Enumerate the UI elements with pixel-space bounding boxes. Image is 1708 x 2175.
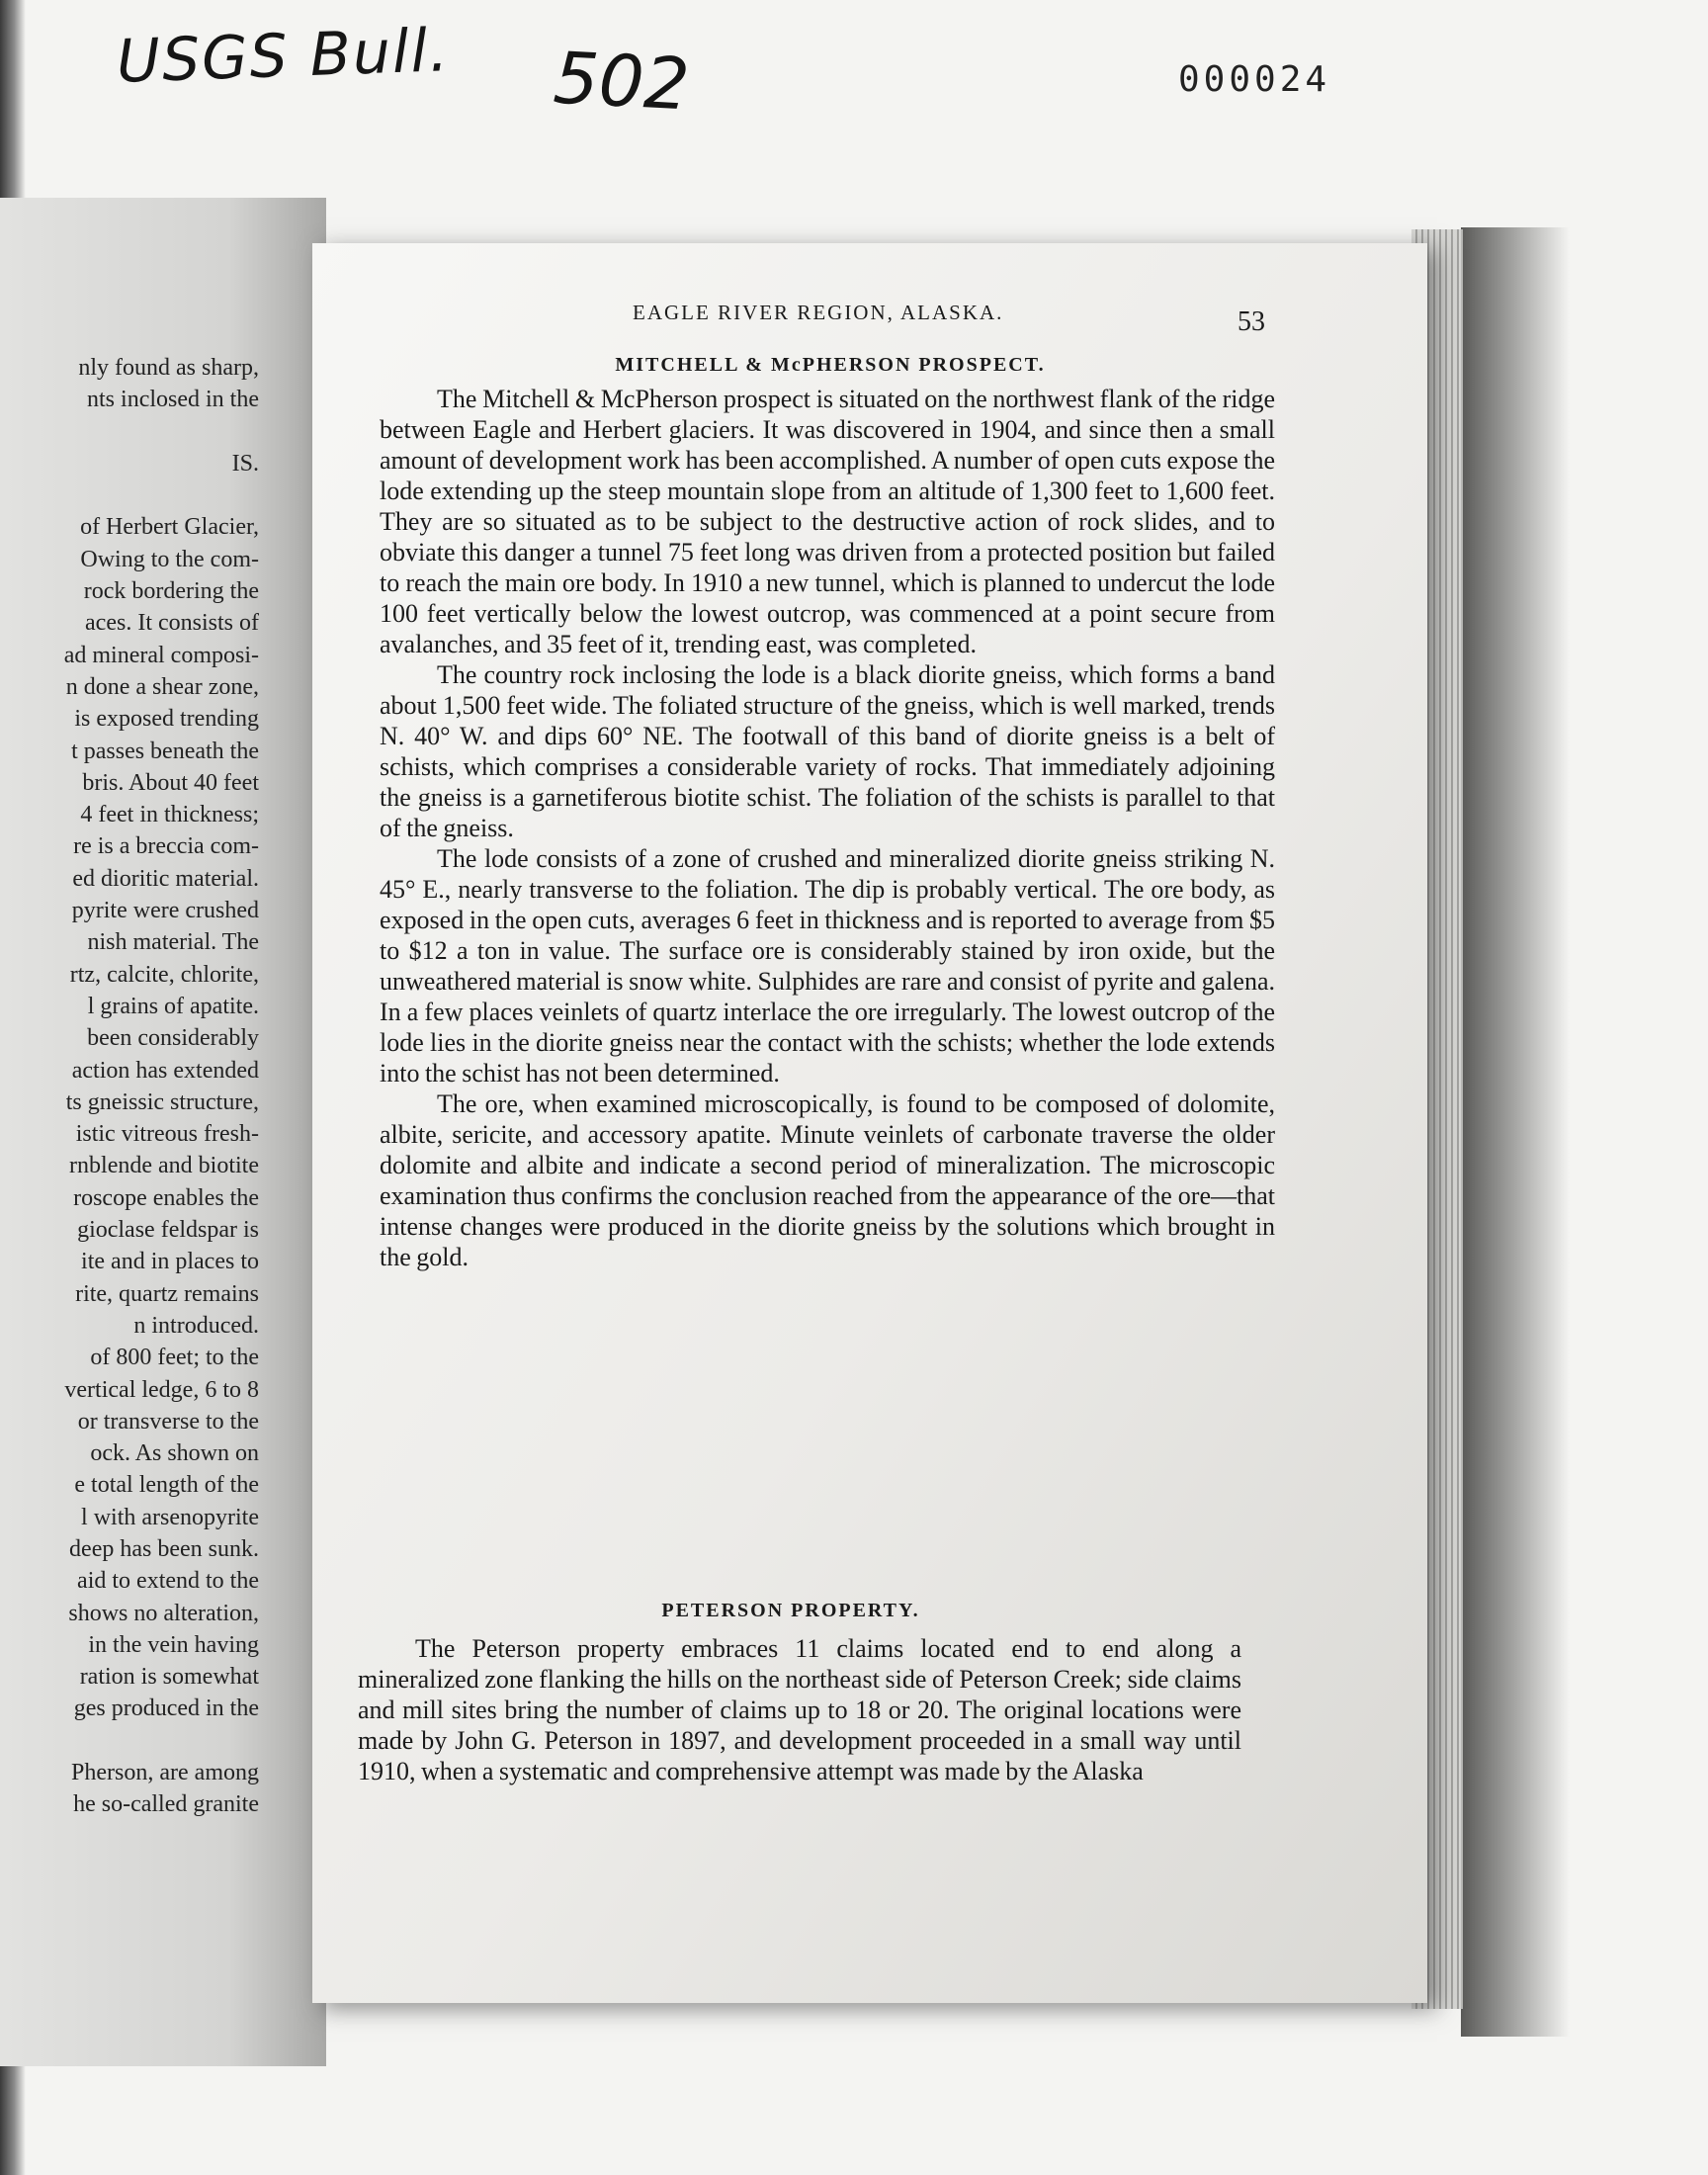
previous-page-line: t passes beneath the [71, 738, 259, 764]
previous-page-line: 4 feet in thickness; [80, 802, 259, 828]
previous-page-line: aces. It consists of [85, 610, 259, 637]
previous-page-line: rnblende and biotite [69, 1153, 259, 1179]
previous-page-line: rite, quartz remains [75, 1280, 259, 1307]
previous-page-line: of Herbert Glacier, [80, 514, 259, 541]
previous-page-line: ration is somewhat [79, 1664, 259, 1691]
previous-page-line: in the vein having [88, 1631, 259, 1658]
paragraph: The Mitchell & McPherson prospect is situated on the northwest flank of the ridge between Eagle and Herbert glaciers. It was discovered in 1904, and since then a small amount of development work has been accomplished. A number of open cuts expose the lode extending up the steep mountain slope from an altitude of 1,300 feet to 1,600 feet. They are so situated as to be subject to the destructive action of rock slides, and to obviate this danger a tunnel 75 feet long was driven from a protected position but failed to reach the main ore body. In 1910 a new tunnel, which is planned to undercut the lode 100 feet vertically below the lowest outcrop, was commenced at a point secure from avalanches, and 35 feet of it, trending east, was completed. [380, 385, 1275, 658]
previous-page-line: ite and in places to [81, 1249, 259, 1275]
previous-page-line: e total length of the [74, 1472, 259, 1499]
paragraph: The lode consists of a zone of crushed and mineralized diorite gneiss striking N. 45° E., nearly transverse to the foliation. The dip is probably vertical. The ore body, as exposed in the open cuts, averages 6 feet in thickness and is reported to average from $5 to $12 a ton in value. The surface ore is considerably stained by iron oxide, but the unweathered material is snow white. Sulphides are rare and consist of pyrite and galena. In a few places veinlets of quartz interlace the ore irregularly. The lowest outcrop of the lode lies in the diorite gneiss near the contact with the schists; whether the lode extends into the schist has not been determined. [380, 844, 1275, 1088]
previous-page-line: nish material. The [87, 929, 259, 956]
running-head: EAGLE RIVER REGION, ALASKA. [633, 301, 1004, 324]
paragraph: The country rock inclosing the lode is a black diorite gneiss, which forms a band about 1,500 feet wide. The foliated structure of the gneiss, which is well marked, trends N. 40° W. and dips 60° NE. The footwall of this band of diorite gneiss is a belt of schists, which comprises a considerable variety of rocks. That immediately adjoining the gneiss is a garnetiferous biotite schist. The foliation of the schists is parallel to that of the gneiss. [380, 660, 1275, 842]
previous-page-line: pyrite were crushed [71, 898, 259, 924]
previous-page-line [0, 1725, 259, 1757]
previous-page-line: n introduced. [133, 1312, 259, 1339]
previous-page-line: vertical ledge, 6 to 8 [64, 1376, 259, 1403]
previous-page-line: rtz, calcite, chlorite, [69, 961, 259, 988]
previous-page-line: or transverse to the [77, 1408, 259, 1435]
previous-page-line: is exposed trending [74, 706, 259, 733]
previous-page-line: Pherson, are among [71, 1760, 259, 1786]
previous-page-line: ad mineral composi- [63, 642, 259, 668]
previous-page-line: aid to extend to the [77, 1568, 259, 1595]
previous-page-line: nly found as sharp, [78, 355, 259, 381]
page-number: 53 [1238, 306, 1265, 337]
document-id-stamp: 000024 [1178, 59, 1331, 100]
section-body [358, 1633, 1241, 1786]
previous-page-line: ges produced in the [73, 1696, 259, 1722]
previous-page-line: roscope enables the [73, 1184, 259, 1211]
previous-page-line: bris. About 40 feet [82, 769, 259, 796]
previous-page-line: rock bordering the [83, 578, 259, 605]
previous-page-line: ock. As shown on [90, 1440, 259, 1467]
handwritten-number: 502 [551, 36, 692, 127]
previous-page-line: been considerably [87, 1025, 259, 1052]
previous-page-line: shows no alteration, [68, 1600, 259, 1626]
section-heading: PETERSON PROPERTY. [661, 1600, 920, 1621]
previous-page-line [0, 416, 259, 448]
previous-page-line: he so-called granite [73, 1791, 259, 1818]
handwritten-label: USGS Bull. [115, 16, 452, 97]
previous-page-line: action has extended [71, 1057, 259, 1084]
previous-page-line: istic vitreous fresh- [75, 1121, 259, 1148]
section-body [380, 384, 1275, 1272]
previous-page-line: nts inclosed in the [87, 387, 259, 413]
previous-page-line: IS. [231, 450, 259, 477]
paragraph: The Peterson property embraces 11 claims located end to end along a mineralized zone flanking the hills on the northeast side of Peterson Creek; side claims and mill sites bring the number of claims up to 18 or 20. The original locations were made by John G. Peterson in 1897, and development proceeded in a small way until 1910, when a systematic and comprehensive attempt was made by the Alaska [358, 1634, 1241, 1785]
previous-page-line: Owing to the com- [80, 546, 259, 572]
previous-page-line: deep has been sunk. [69, 1535, 259, 1562]
previous-page-line: ed dioritic material. [72, 865, 259, 892]
paragraph: The ore, when examined microscopically, is found to be composed of dolomite, albite, sericite, and accessory apatite. Minute veinlets of carbonate traverse the older dolomite and albite and indicate a second period of mineralization. The microscopic examination thus confirms the conclusion reached from the appearance of the ore—that intense changes were produced in the diorite gneiss by the solutions which brought in the gold. [380, 1089, 1275, 1271]
book-spine-shadow [1461, 227, 1570, 2037]
previous-page-line: n done a shear zone, [65, 673, 259, 700]
previous-page-line: gioclase feldspar is [77, 1217, 259, 1244]
previous-page-line: l grains of apatite. [87, 993, 259, 1019]
previous-page-line [0, 479, 259, 511]
previous-page-line: ts gneissic structure, [65, 1088, 259, 1115]
previous-page-line: re is a breccia com- [73, 833, 259, 860]
previous-page-line: l with arsenopyrite [81, 1504, 259, 1530]
section-heading: MITCHELL & McPHERSON PROSPECT. [615, 354, 1046, 376]
previous-page-line: of 800 feet; to the [90, 1345, 259, 1371]
previous-page-text [0, 352, 259, 1821]
